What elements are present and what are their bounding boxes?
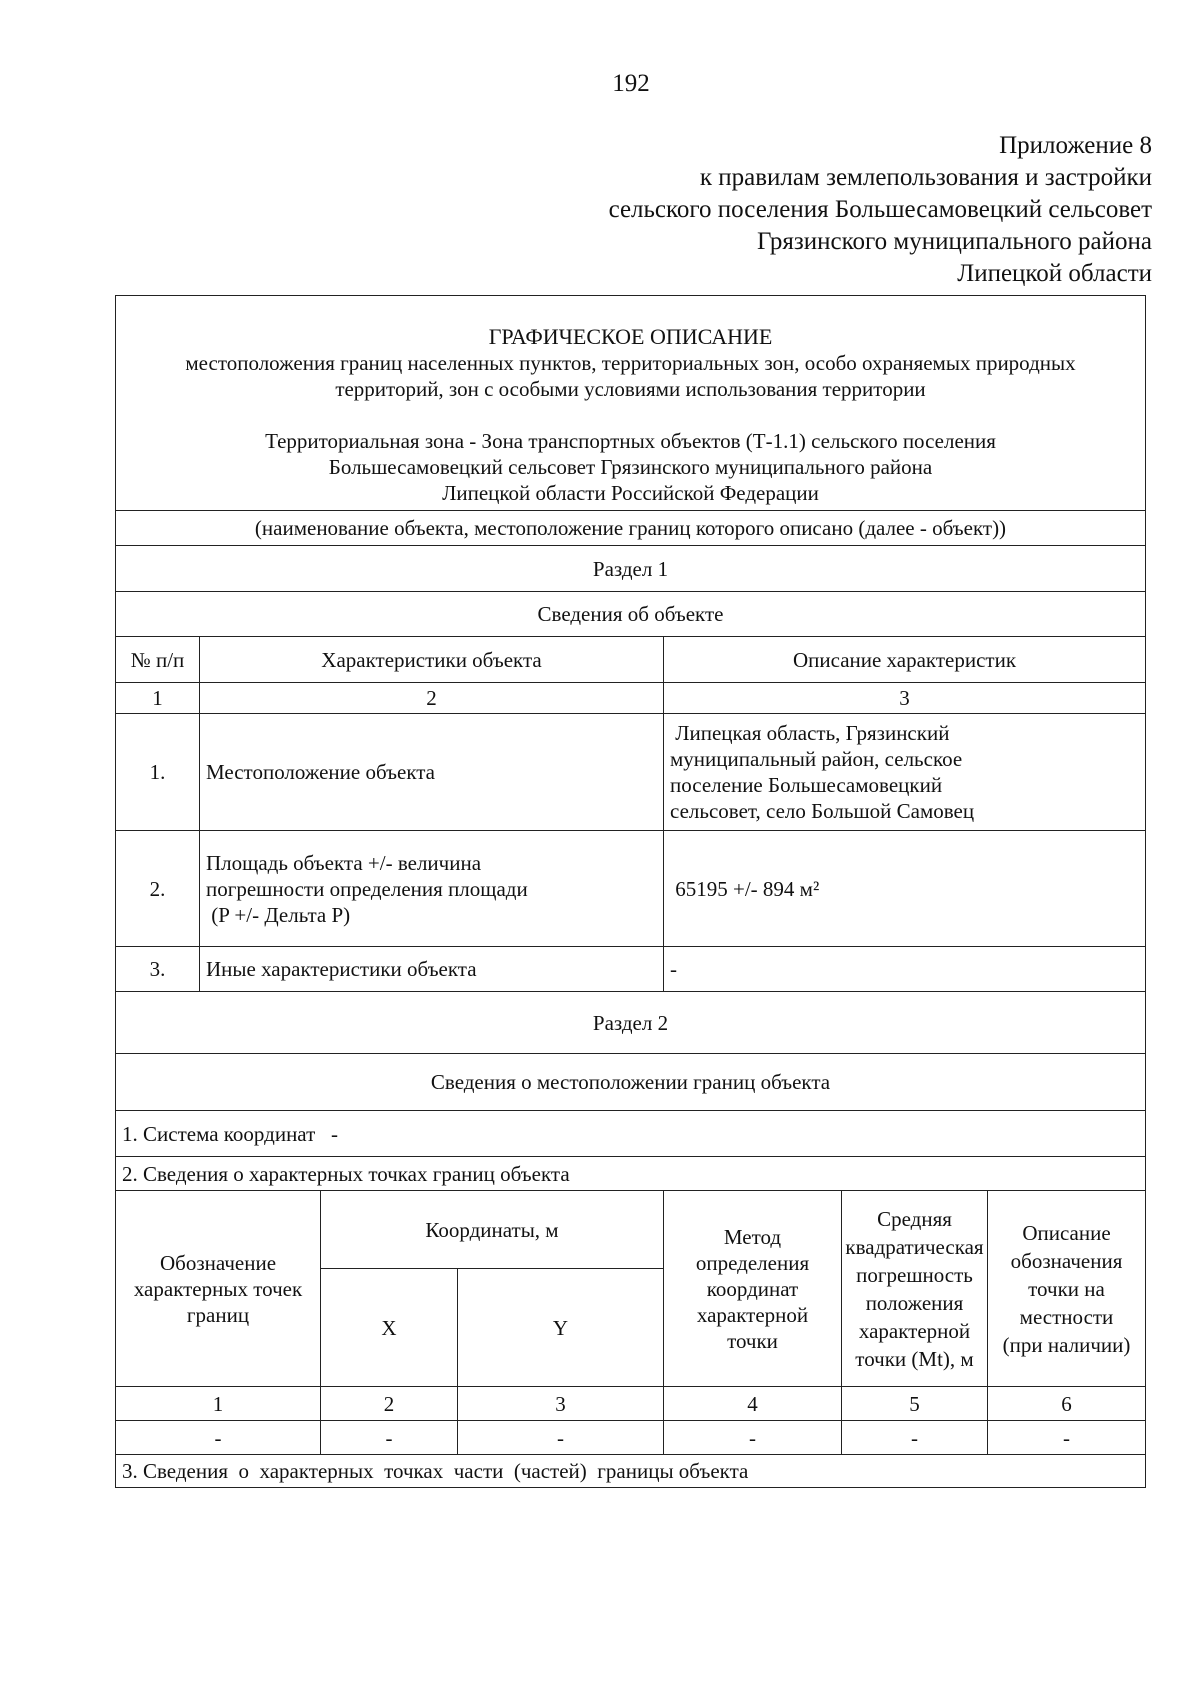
appendix-block [609, 130, 1152, 290]
header-line: точки на [1028, 1276, 1105, 1301]
row-description [664, 831, 1146, 947]
description-line: поселение Большесамовецкий [670, 773, 943, 797]
header-mean-error [842, 1191, 988, 1387]
table-row [116, 831, 1146, 947]
characteristic-line: (P +/- Дельта P) [206, 902, 351, 927]
col-number: 5 [842, 1387, 988, 1421]
header-line: (при наличии) [1002, 1332, 1131, 1357]
section1-title: Раздел 1 [116, 546, 1146, 592]
header-line: местности [1019, 1304, 1114, 1329]
appendix-line: Грязинского муниципального района [757, 228, 1152, 255]
object-name-line: Большесамовецкий сельсовет Грязинского муниципального района [328, 455, 933, 479]
characteristic-line: Местоположение объекта [206, 760, 436, 784]
header-line: Описание [1022, 1220, 1111, 1245]
cell-y: - [458, 1421, 664, 1455]
header-point-description [988, 1191, 1146, 1387]
object-name-line: Территориальная зона - Зона транспортных объектов (Т-1.1) сельского поселения [265, 429, 996, 453]
header-line: границ [186, 1302, 250, 1327]
header-line: обозначения [1010, 1248, 1123, 1273]
header-point-designation [116, 1191, 321, 1387]
section2-subtitle: Сведения о местоположении границ объекта [116, 1054, 1146, 1111]
section2-title: Раздел 2 [116, 992, 1146, 1054]
col-number: 2 [200, 683, 664, 714]
header-line: характерной точки [696, 1302, 809, 1353]
header-line: координат [706, 1276, 799, 1301]
description-line: Липецкая область, Грязинский [670, 721, 950, 745]
table-row [116, 1421, 1146, 1455]
cell-description: - [988, 1421, 1146, 1455]
header-line: погрешность [856, 1262, 973, 1287]
characteristic-line: погрешности определения площади [206, 876, 528, 901]
characteristic-line: Площадь объекта +/- величина [206, 850, 482, 875]
header-method [664, 1191, 842, 1387]
boundary-points-title: 2. Сведения о характерных точках границ объекта [116, 1157, 1146, 1191]
cell-point: - [116, 1421, 321, 1455]
row-description [664, 947, 1146, 992]
document-subtitle-line: территорий, зон с особыми условиями использования территории [335, 377, 926, 401]
row-number: 3. [116, 947, 200, 992]
document-heading [116, 296, 1146, 511]
header-coordinates: Координаты, м [321, 1191, 664, 1269]
col-header-description: Описание характеристик [664, 637, 1146, 683]
col-number: 1 [116, 683, 200, 714]
section1-subtitle: Сведения об объекте [116, 592, 1146, 637]
row-number: 2. [116, 831, 200, 947]
cell-x: - [321, 1421, 458, 1455]
appendix-line: к правилам землепользования и застройки [699, 164, 1152, 191]
characteristic-line: Иные характеристики объекта [206, 957, 477, 981]
header-x: X [321, 1269, 458, 1387]
col-header-number: № п/п [116, 637, 200, 683]
description-line: - [670, 957, 677, 981]
col-number: 3 [664, 683, 1146, 714]
description-line: муниципальный район, сельское [670, 747, 963, 771]
row-characteristic [200, 714, 664, 831]
row-characteristic [200, 831, 664, 947]
coordinate-system: 1. Система координат - [116, 1111, 1146, 1157]
col-number: 1 [116, 1387, 321, 1421]
row-number: 1. [116, 714, 200, 831]
row-description [664, 714, 1146, 831]
header-line: положения [865, 1290, 964, 1315]
appendix-line: сельского поселения Большесамовецкий сельсовет [608, 196, 1152, 223]
table-row [116, 714, 1146, 831]
col-number: 4 [664, 1387, 842, 1421]
table-row [116, 947, 1146, 992]
header-line: Обозначение [159, 1250, 277, 1275]
part-points-title: 3. Сведения о характерных точках части (частей) границы объекта [116, 1455, 1146, 1488]
header-y: Y [458, 1269, 664, 1387]
col-header-characteristics: Характеристики объекта [200, 637, 664, 683]
header-line: Средняя [877, 1206, 952, 1231]
cell-method: - [664, 1421, 842, 1455]
col-number: 6 [988, 1387, 1146, 1421]
header-line: характерной [858, 1318, 971, 1343]
cell-error: - [842, 1421, 988, 1455]
document-title: ГРАФИЧЕСКОЕ ОПИСАНИЕ [488, 324, 773, 349]
col-number: 2 [321, 1387, 458, 1421]
header-line: квадратическая [845, 1234, 984, 1259]
appendix-line: Приложение 8 [999, 132, 1152, 159]
header-line: точки (Mt), м [855, 1346, 974, 1371]
page-number: 192 [612, 70, 650, 97]
document-subtitle-line: местоположения границ населенных пунктов, территориальных зон, особо охраняемых природных [185, 351, 1076, 375]
appendix-line: Липецкой области [957, 260, 1152, 287]
object-caption: (наименование объекта, местоположение границ которого описано (далее - объект)) [116, 511, 1146, 546]
description-line: 65195 +/- 894 м² [670, 876, 820, 901]
object-name-line: Липецкой области Российской Федерации [442, 481, 819, 505]
col-number: 3 [458, 1387, 664, 1421]
row-characteristic [200, 947, 664, 992]
header-line: характерных точек [133, 1276, 303, 1301]
header-line: Метод определения [695, 1224, 810, 1275]
graphic-description-table [115, 295, 1146, 1488]
description-line: сельсовет, село Большой Самовец [670, 799, 975, 823]
